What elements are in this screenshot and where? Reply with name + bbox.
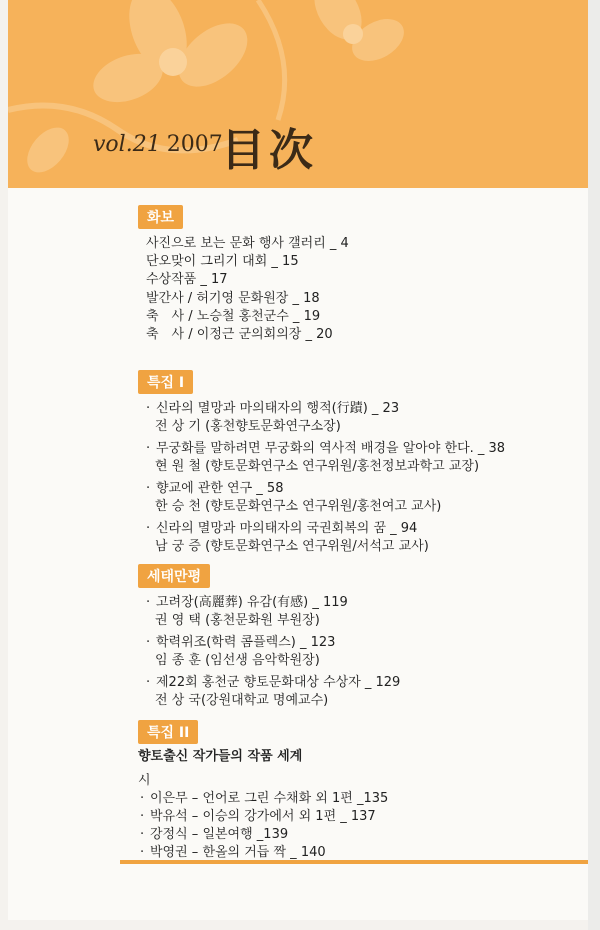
toc-author: 전 상 국(강원대학교 명예교수) bbox=[155, 693, 329, 708]
toc-entry[interactable]: · 강정식 – 일본여행 _139 bbox=[140, 827, 289, 842]
section-hwabo bbox=[134, 205, 349, 289]
toc-entry[interactable]: 발간사 / 허기영 문화원장 _ 18 bbox=[146, 291, 320, 306]
toc-entry[interactable]: · 향교에 관한 연구 _ 58 bbox=[146, 481, 284, 496]
toc-entry[interactable]: 수상작품 _ 17 bbox=[146, 272, 228, 287]
volume-year: 2007 bbox=[166, 132, 223, 157]
section-review bbox=[134, 564, 400, 710]
toc-entry[interactable]: · 무궁화를 말하려면 무궁화의 역사적 배경을 알아야 한다. _ 38 bbox=[146, 441, 506, 456]
section-label-review: 세태만평 bbox=[134, 564, 400, 588]
toc-entry[interactable]: 축 사 / 노승철 홍천군수 _ 19 bbox=[146, 309, 321, 324]
toc-entry[interactable]: · 신라의 멸망과 마의태자의 국권회복의 꿈 _ 94 bbox=[146, 521, 418, 536]
header-banner bbox=[8, 0, 588, 188]
special-1-list bbox=[134, 400, 505, 556]
volume-label bbox=[93, 132, 223, 157]
toc-entry[interactable]: · 제22회 홍천군 향토문화대상 수상자 _ 129 bbox=[146, 675, 401, 690]
section-label-special-2: 특집 II bbox=[134, 720, 388, 744]
toc-author: 권 영 택 (홍천문화원 부원장) bbox=[155, 613, 320, 628]
toc-entry[interactable]: · 고려장(高麗葬) 유감(有感) _ 119 bbox=[146, 595, 348, 610]
toc-entry[interactable]: · 박유석 – 이승의 강가에서 외 1편 _ 137 bbox=[140, 809, 376, 824]
toc-author: 임 종 훈 (임선생 음악학원장) bbox=[155, 653, 320, 668]
section-label-hwabo: 화보 bbox=[134, 205, 349, 229]
volume-number: vol.21 bbox=[93, 132, 161, 157]
toc-author: 한 승 천 (향토문화연구소 연구위원/홍천여고 교사) bbox=[155, 499, 442, 514]
section-label-special-1: 특집 I bbox=[134, 370, 505, 394]
section-special-2 bbox=[134, 720, 388, 862]
toc-entry[interactable]: 사진으로 보는 문화 행사 갤러리 _ 4 bbox=[146, 236, 349, 251]
special-2-list bbox=[134, 790, 388, 862]
section-subtitle: 향토출신 작가들의 작품 세계 bbox=[138, 749, 303, 764]
footer-divider bbox=[120, 860, 588, 864]
toc-entry[interactable]: · 이은무 – 언어로 그린 수채화 외 1편 _135 bbox=[140, 791, 389, 806]
category-label: 시 bbox=[138, 773, 151, 788]
page-edge bbox=[588, 0, 600, 930]
toc-entry[interactable]: 축 사 / 이정근 군의회의장 _ 20 bbox=[146, 327, 333, 342]
toc-author: 현 원 철 (향토문화연구소 연구위원/홍천정보과학고 교장) bbox=[155, 459, 480, 474]
hwabo-list bbox=[134, 235, 349, 289]
toc-entry[interactable]: · 신라의 멸망과 마의태자의 행적(行蹟) _ 23 bbox=[146, 401, 400, 416]
section-special-1 bbox=[134, 370, 505, 556]
toc-entry[interactable]: · 박영권 – 한올의 거듭 짝 _ 140 bbox=[140, 845, 326, 860]
page bbox=[8, 0, 588, 920]
toc-entry[interactable]: · 학력위조(학력 콤플렉스) _ 123 bbox=[146, 635, 336, 650]
review-list bbox=[134, 594, 400, 710]
toc-author: 전 상 기 (홍천향토문화연구소장) bbox=[155, 419, 341, 434]
toc-entry[interactable]: 단오맞이 그리기 대회 _ 15 bbox=[146, 254, 299, 269]
section-greetings bbox=[134, 290, 333, 344]
toc-author: 남 궁 증 (향토문화연구소 연구위원/서석고 교사) bbox=[155, 539, 429, 554]
page-title: 目次 bbox=[221, 125, 317, 176]
